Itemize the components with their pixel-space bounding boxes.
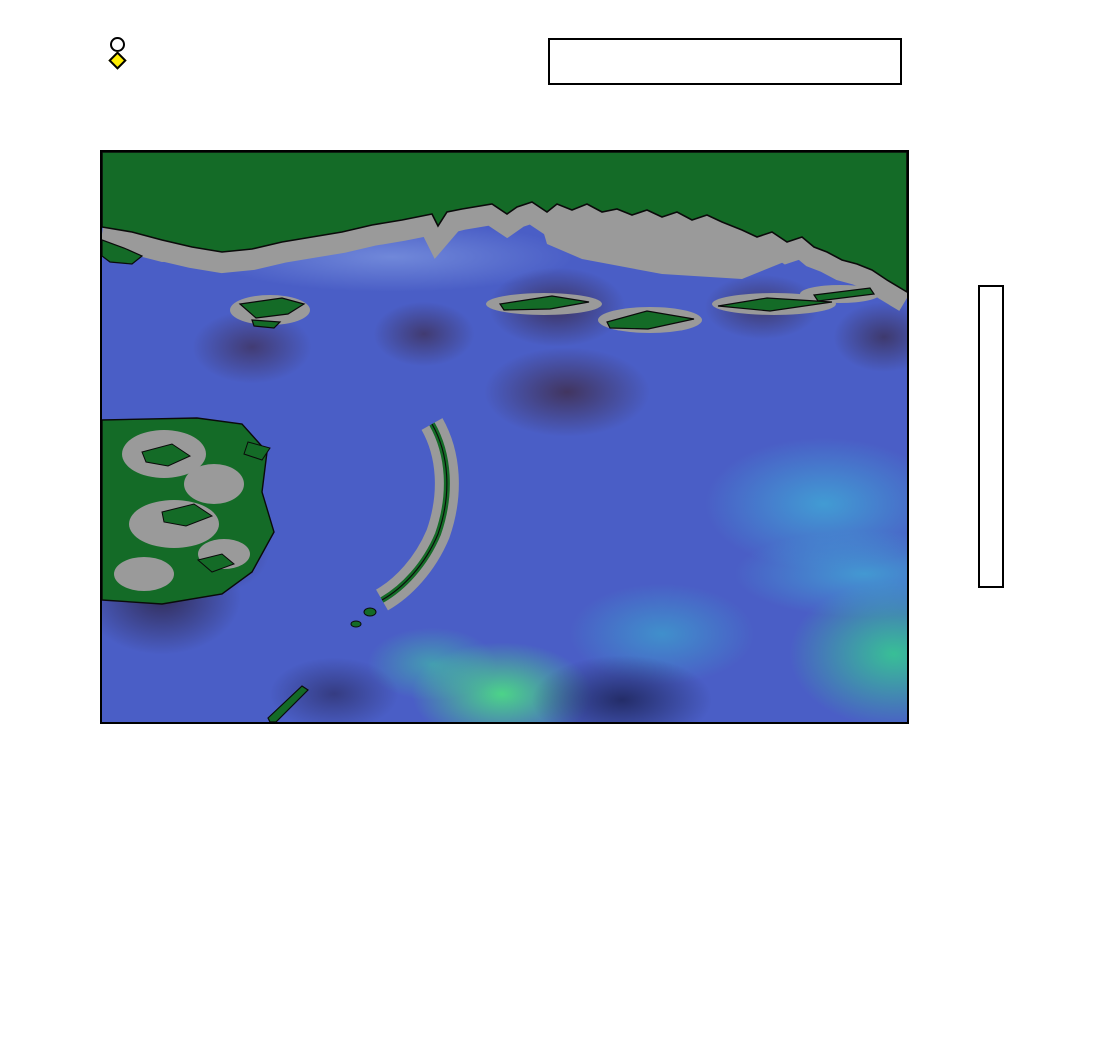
legend-item-usm: [110, 37, 129, 52]
usm-circle-icon: [110, 37, 125, 52]
map-canvas: [102, 152, 907, 722]
colorbar-gradient: [980, 287, 1002, 586]
map-panel: [100, 150, 909, 724]
legend-item-ndbc: [110, 53, 129, 68]
grid-arrows-overlay: [102, 152, 907, 722]
marker-legend: [110, 37, 129, 69]
ndbc-diamond-icon: [108, 51, 126, 69]
colorbar-title: [1042, 360, 1062, 510]
vector-scale-box: [548, 38, 902, 85]
colorbar: [978, 285, 1004, 588]
